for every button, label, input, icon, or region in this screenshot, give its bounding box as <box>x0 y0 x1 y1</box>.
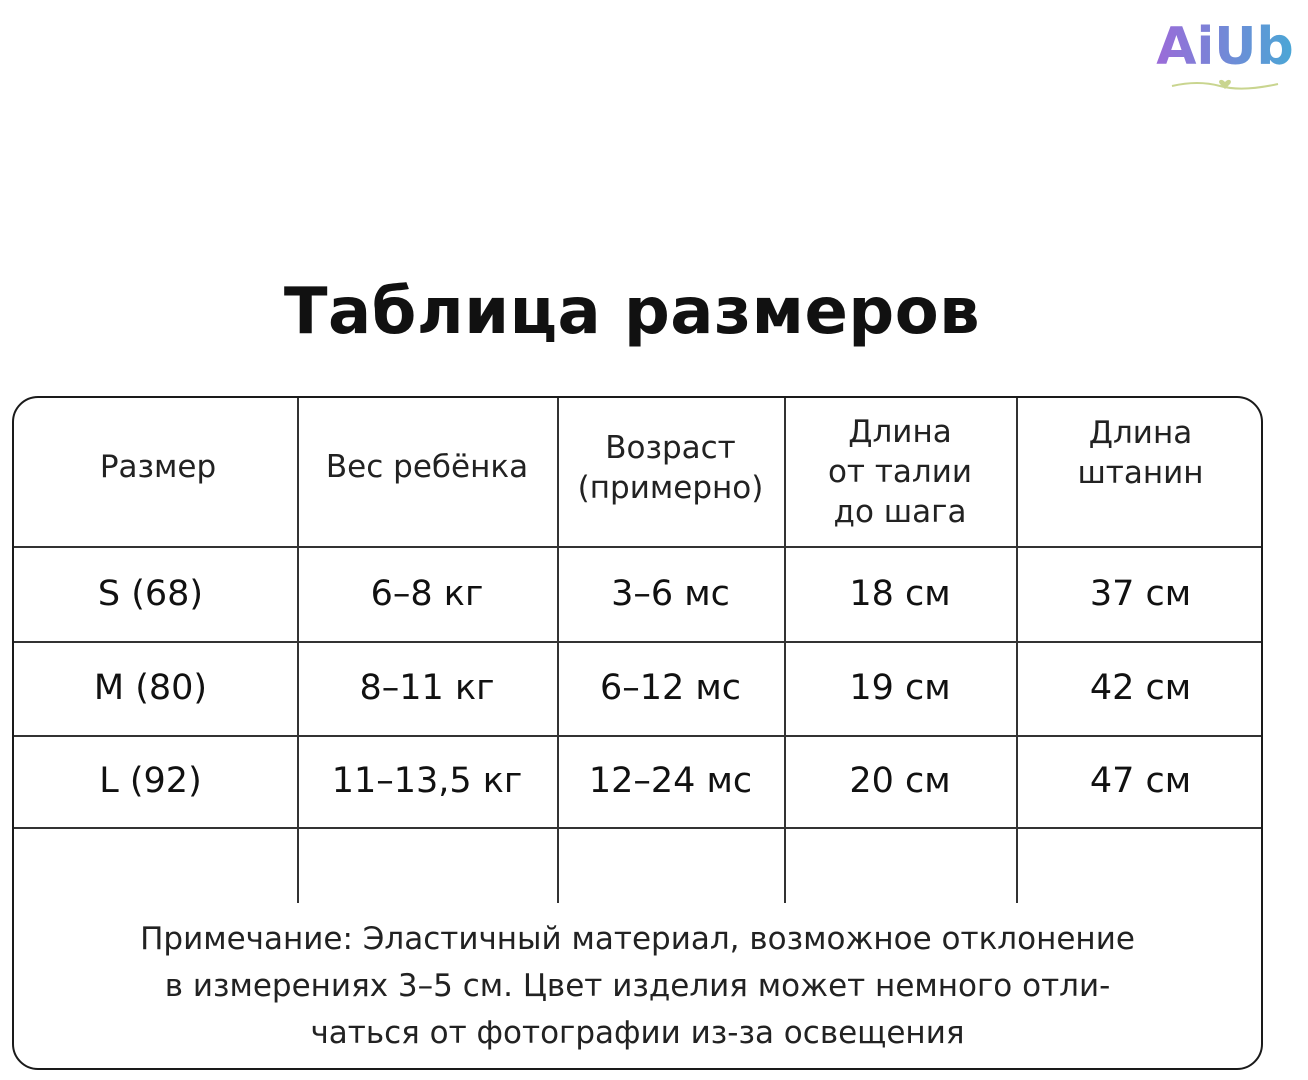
header-rise-line2: от талии <box>827 454 973 490</box>
header-age-line2: (примерно) <box>577 470 764 506</box>
header-leg-length <box>1016 398 1263 546</box>
table-cell: 11–13,5 кг <box>331 761 523 801</box>
table-cell: M (80) <box>93 668 208 708</box>
header-age <box>557 398 784 546</box>
header-size <box>14 398 297 546</box>
header-rise-line1: Длина <box>848 414 952 450</box>
header-weight-label: Вес ребёнка <box>325 449 529 485</box>
header-rise-line3: до шага <box>833 494 967 530</box>
table-cell: S (68) <box>97 573 204 614</box>
size-table <box>12 396 1263 1070</box>
brand-logo <box>1150 12 1300 94</box>
page-title: Таблица размеров <box>283 275 981 349</box>
header-leg-line2: штанин <box>1077 455 1204 491</box>
table-cell: 42 см <box>1089 668 1192 708</box>
table-cell: 3–6 мс <box>611 573 730 614</box>
table-cell: 12–24 мс <box>588 761 753 801</box>
table-note <box>14 916 1261 1057</box>
table-cell: 18 см <box>849 573 951 614</box>
header-rise-length <box>784 398 1016 546</box>
logo-text: AiUb <box>1156 17 1294 77</box>
header-weight <box>297 398 557 546</box>
table-cell: 8–11 кг <box>359 668 495 708</box>
note-line: чаться от фотографии из-за освещения <box>310 1015 965 1051</box>
header-size-label: Размер <box>99 449 217 485</box>
table-cell: L (92) <box>99 761 202 801</box>
row-divider <box>14 827 1261 829</box>
table-cell: 6–8 кг <box>370 573 484 614</box>
header-leg-line1: Длина <box>1088 415 1193 451</box>
header-age-line1: Возраст <box>605 430 736 466</box>
table-cell: 6–12 мс <box>599 668 742 708</box>
note-line: Примечание: Эластичный материал, возможное отклонение <box>140 921 1135 957</box>
table-cell: 19 см <box>849 668 951 708</box>
table-cell: 37 см <box>1089 573 1192 614</box>
table-cell: 20 см <box>849 761 951 801</box>
note-line: в измерениях 3–5 см. Цвет изделия может немного отли- <box>164 968 1111 1004</box>
logo-graphic <box>1150 12 1300 94</box>
table-cell: 47 см <box>1089 761 1192 801</box>
